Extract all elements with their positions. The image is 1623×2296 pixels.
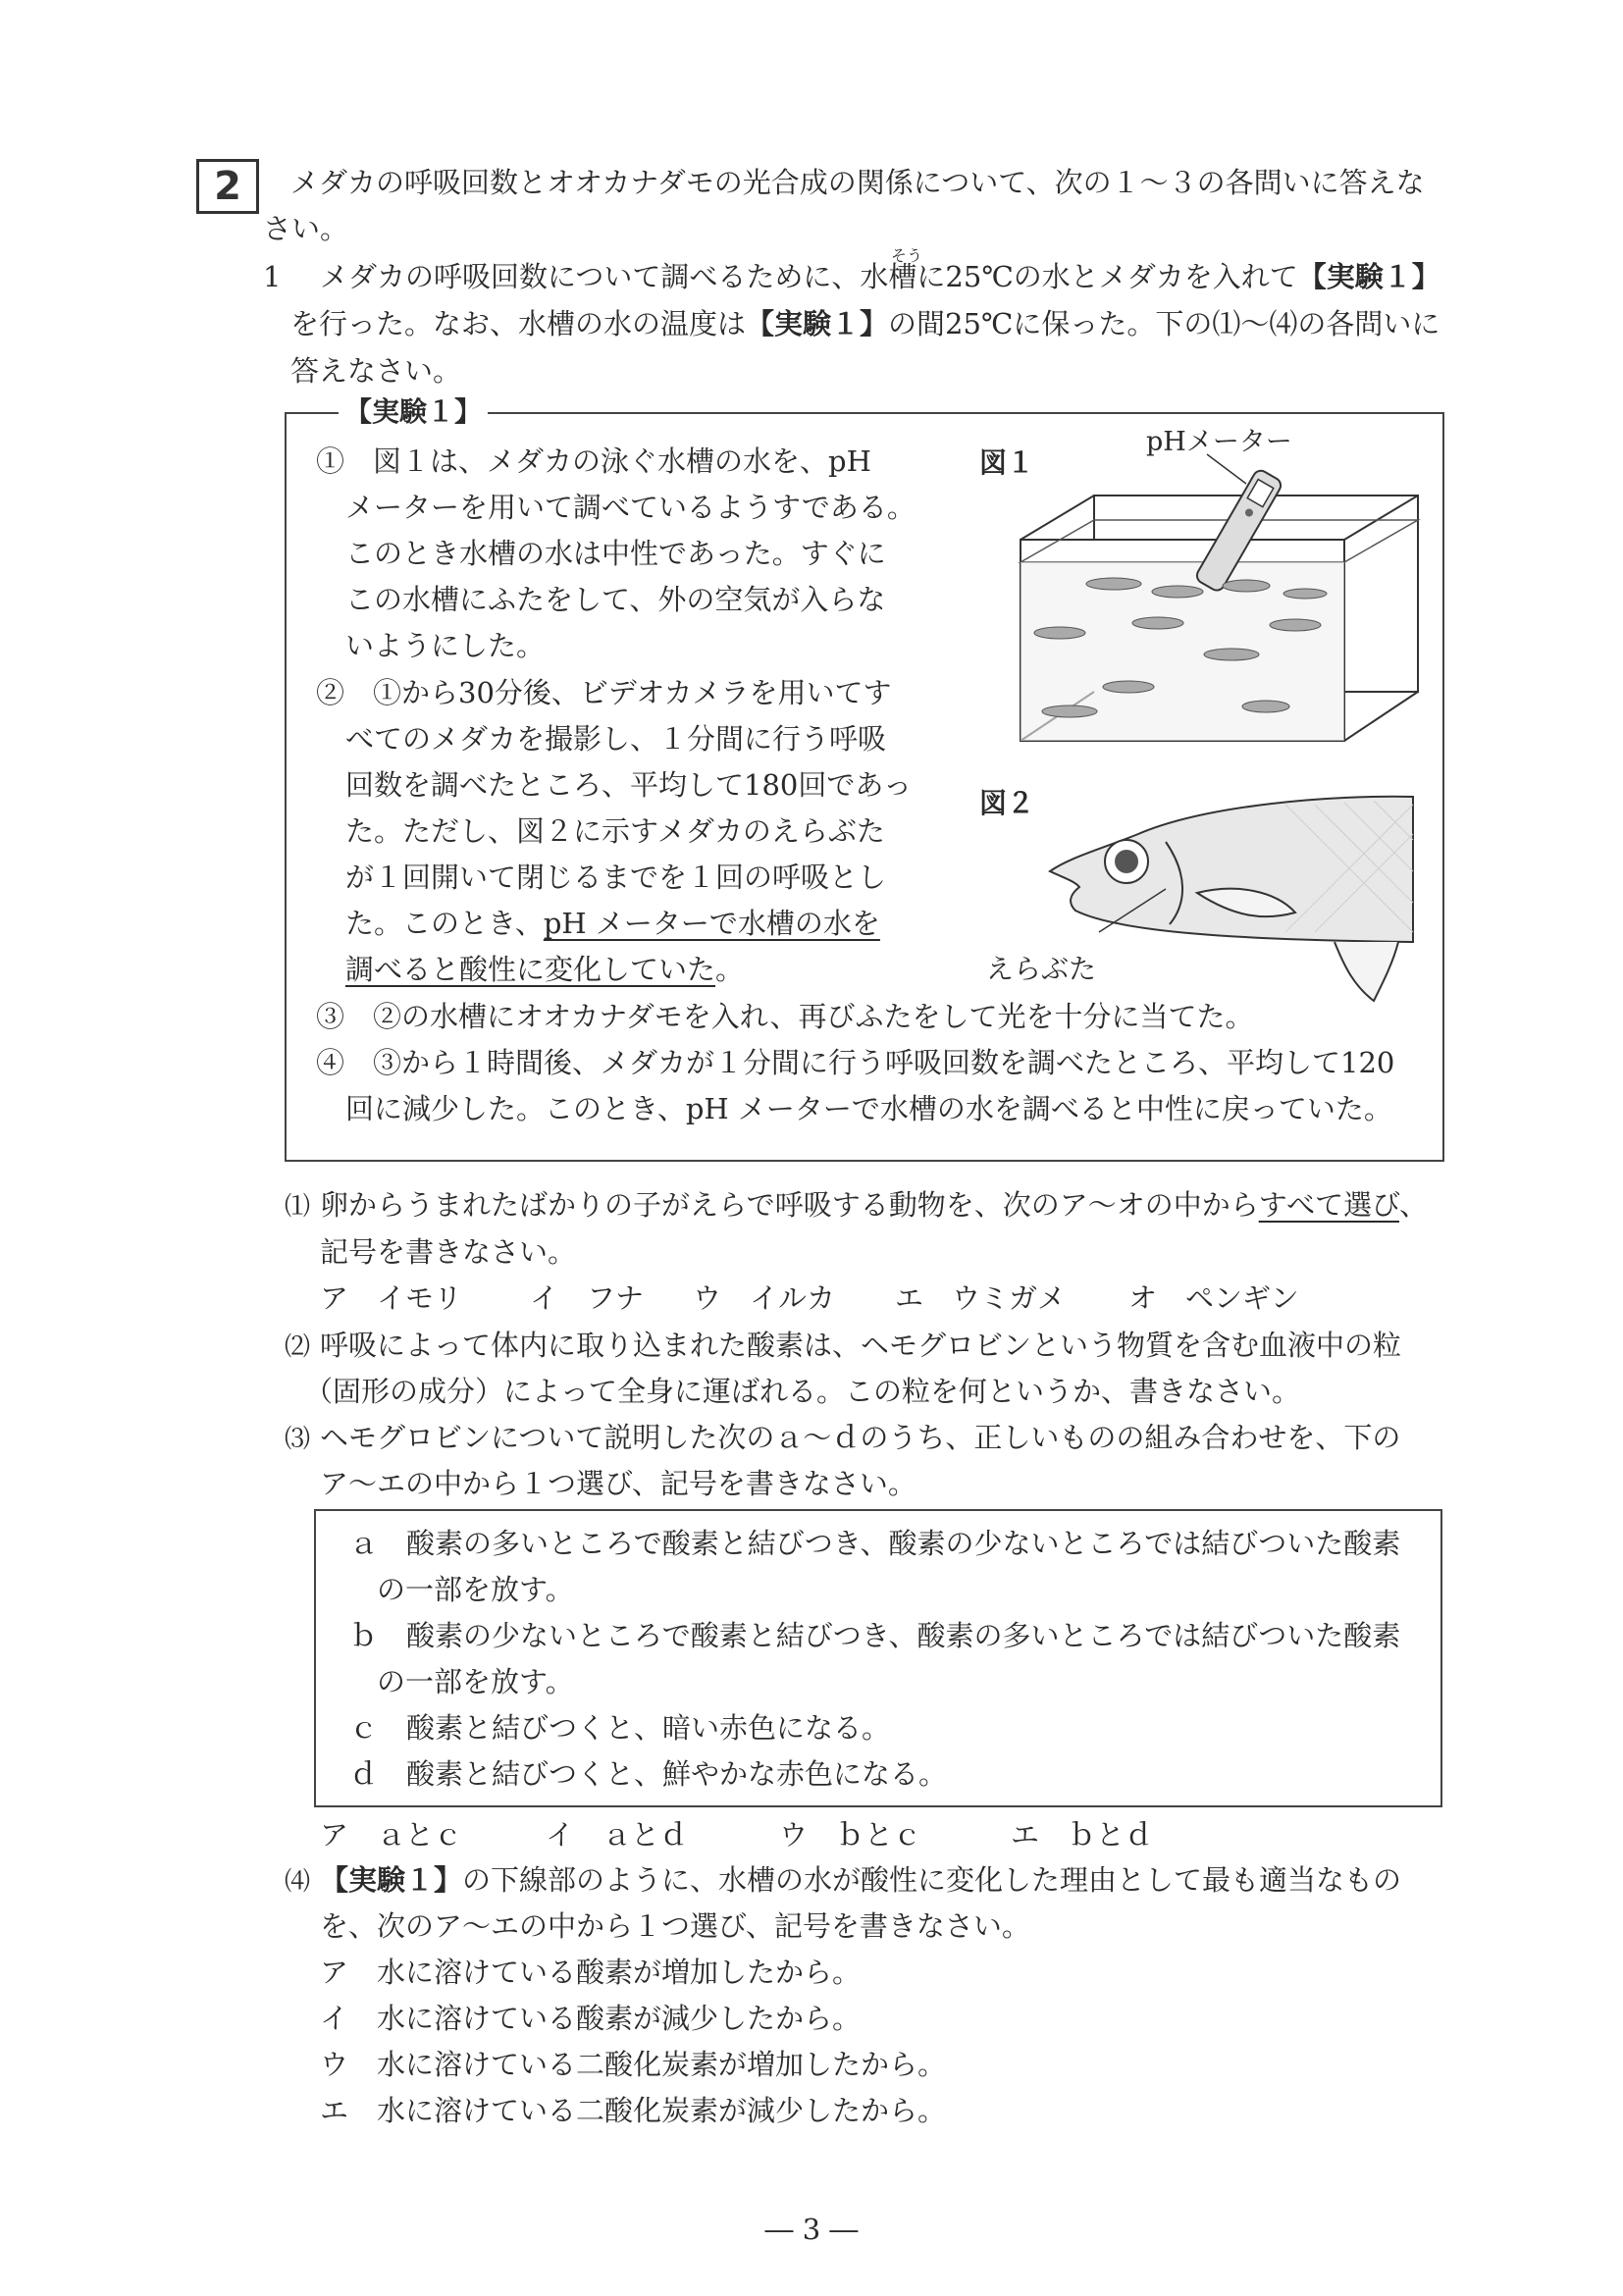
q3-option-a: ア ａとｃ <box>320 1818 463 1852</box>
step2-line5: が１回開いて閉じるまでを１回の呼吸とし <box>345 861 887 894</box>
q3-line2: ア～エの中から１つ選び、記号を書きなさい。 <box>320 1467 916 1500</box>
statement-a-2: の一部を放す。 <box>377 1573 574 1606</box>
q2-line2: （固形の成分）によって全身に運ばれる。この粒を何というか、書きなさい。 <box>304 1375 1301 1408</box>
statement-d: ｄ 酸素と結びつくと、鮮やかな赤色になる。 <box>349 1757 948 1791</box>
q1-option-i: イ フナ <box>530 1281 645 1315</box>
part1-line3: 答えなさい。 <box>290 354 462 388</box>
q4-number: ⑷ <box>285 1867 311 1897</box>
figure2-label: 図２ <box>979 787 1035 819</box>
step1-line5: いようにした。 <box>345 629 546 662</box>
part1-line2: を行った。なお、水槽の水の温度は【実験１】の間25℃に保った。下の⑴～⑷の各問いに <box>290 307 1440 340</box>
question-intro-1: メダカの呼吸回数とオオカナダモの光合成の関係について、次の１～３の各問いに答えな <box>290 166 1425 199</box>
q1-line2: 記号を書きなさい。 <box>320 1235 577 1269</box>
q3-line1: ヘモグロビンについて説明した次のａ～ｄのうち、正しいものの組み合わせを、下の <box>320 1421 1401 1454</box>
step2-line6: た。このとき、pH メーターで水槽の水を <box>345 907 880 940</box>
part1-line1: メダカの呼吸回数について調べるために、水槽に25℃の水とメダカを入れて【実験１】 <box>320 260 1440 293</box>
underlined-text-1: pH メーターで水槽の水を <box>543 907 880 940</box>
step2-line2: べてのメダカを撮影し、１分間に行う呼吸 <box>345 722 887 756</box>
q4-line2: を、次のア～エの中から１つ選び、記号を書きなさい。 <box>320 1909 1030 1943</box>
step1-line3: このとき水槽の水は中性であった。すぐに <box>345 537 886 570</box>
q1-option-e: エ ウミガメ <box>895 1281 1067 1315</box>
statement-b-1: ｂ 酸素の少ないところで酸素と結びつき、酸素の多いところでは結びついた酸素 <box>349 1619 1401 1652</box>
step1-line1: ① 図１は、メダカの泳ぐ水槽の水を、pH <box>316 444 871 478</box>
ruby-sou: そう <box>891 246 923 265</box>
statement-c: ｃ 酸素と結びつくと、暗い赤色になる。 <box>349 1711 891 1745</box>
page-number: ― 3 ― <box>764 2213 859 2246</box>
gill-cover-label: えらぶた <box>986 953 1097 985</box>
q4-option-u: ウ 水に溶けている二酸化炭素が増加したから。 <box>320 2048 947 2081</box>
statement-b-2: の一部を放す。 <box>377 1665 574 1698</box>
step4-line2: 回に減少した。このとき、pH メーターで水槽の水を調べると中性に戻っていた。 <box>345 1092 1392 1125</box>
step2-line7: 調べると酸性に変化していた。 <box>345 953 745 986</box>
q1-number: ⑴ <box>285 1192 311 1222</box>
q4-option-a: ア 水に溶けている酸素が増加したから。 <box>320 1956 862 1989</box>
q3-option-i: イ ａとｄ <box>546 1818 689 1852</box>
q4-option-e: エ 水に溶けている二酸化炭素が減少したから。 <box>320 2094 947 2127</box>
experiment-label: 【実験１】 <box>339 392 488 432</box>
step1-line4: この水槽にふたをして、外の空気が入らな <box>345 583 886 616</box>
figure1-aquarium-illustration <box>1011 446 1433 760</box>
q3-number: ⑶ <box>285 1425 311 1454</box>
q2-line1: 呼吸によって体内に取り込まれた酸素は、ヘモグロビンという物質を含む血液中の粒 <box>320 1329 1402 1362</box>
question-number: 2 <box>196 159 259 214</box>
q1-option-u: ウ イルカ <box>693 1281 836 1315</box>
step1-line2: メーターを用いて調べているようすである。 <box>345 491 916 524</box>
step2-line4: た。ただし、図２に示すメダカのえらぶた <box>345 814 885 848</box>
figure2-medaka-illustration <box>1040 795 1423 1016</box>
step2-line3: 回数を調べたところ、平均して180回であっ <box>345 768 913 802</box>
q4-line1: 【実験１】の下線部のように、水槽の水が酸性に変化した理由として最も適当なもの <box>320 1863 1402 1897</box>
statement-a-1: ａ 酸素の多いところで酸素と結びつき、酸素の少ないところでは結びついた酸素 <box>349 1527 1401 1560</box>
ph-meter-label: pHメーター <box>1146 427 1292 457</box>
question-intro-2: さい。 <box>263 212 349 245</box>
q3-option-e: エ ｂとｄ <box>1011 1818 1154 1852</box>
part1-number: 1 <box>263 260 282 293</box>
q4-option-i: イ 水に溶けている酸素が減少したから。 <box>320 2002 862 2035</box>
step4-line1: ④ ③から１時間後、メダカが１分間に行う呼吸回数を調べたところ、平均して120 <box>316 1046 1395 1079</box>
q1-line1: 卵からうまれたばかりの子がえらで呼吸する動物を、次のア～オの中からすべて選び、 <box>320 1188 1428 1222</box>
q3-option-u: ウ ｂとｃ <box>779 1818 922 1852</box>
underlined-text-2: 調べると酸性に変化していた <box>345 953 716 986</box>
q1-option-a: ア イモリ <box>320 1281 463 1315</box>
q2-number: ⑵ <box>285 1332 311 1362</box>
figure1-label: 図１ <box>979 446 1035 479</box>
q1-option-o: オ ペンギン <box>1128 1281 1299 1315</box>
step3-line: ③ ②の水槽にオオカナダモを入れ、再びふたをして光を十分に当てた。 <box>316 1000 1254 1033</box>
step2-line1: ② ①から30分後、ビデオカメラを用いてす <box>316 676 892 709</box>
